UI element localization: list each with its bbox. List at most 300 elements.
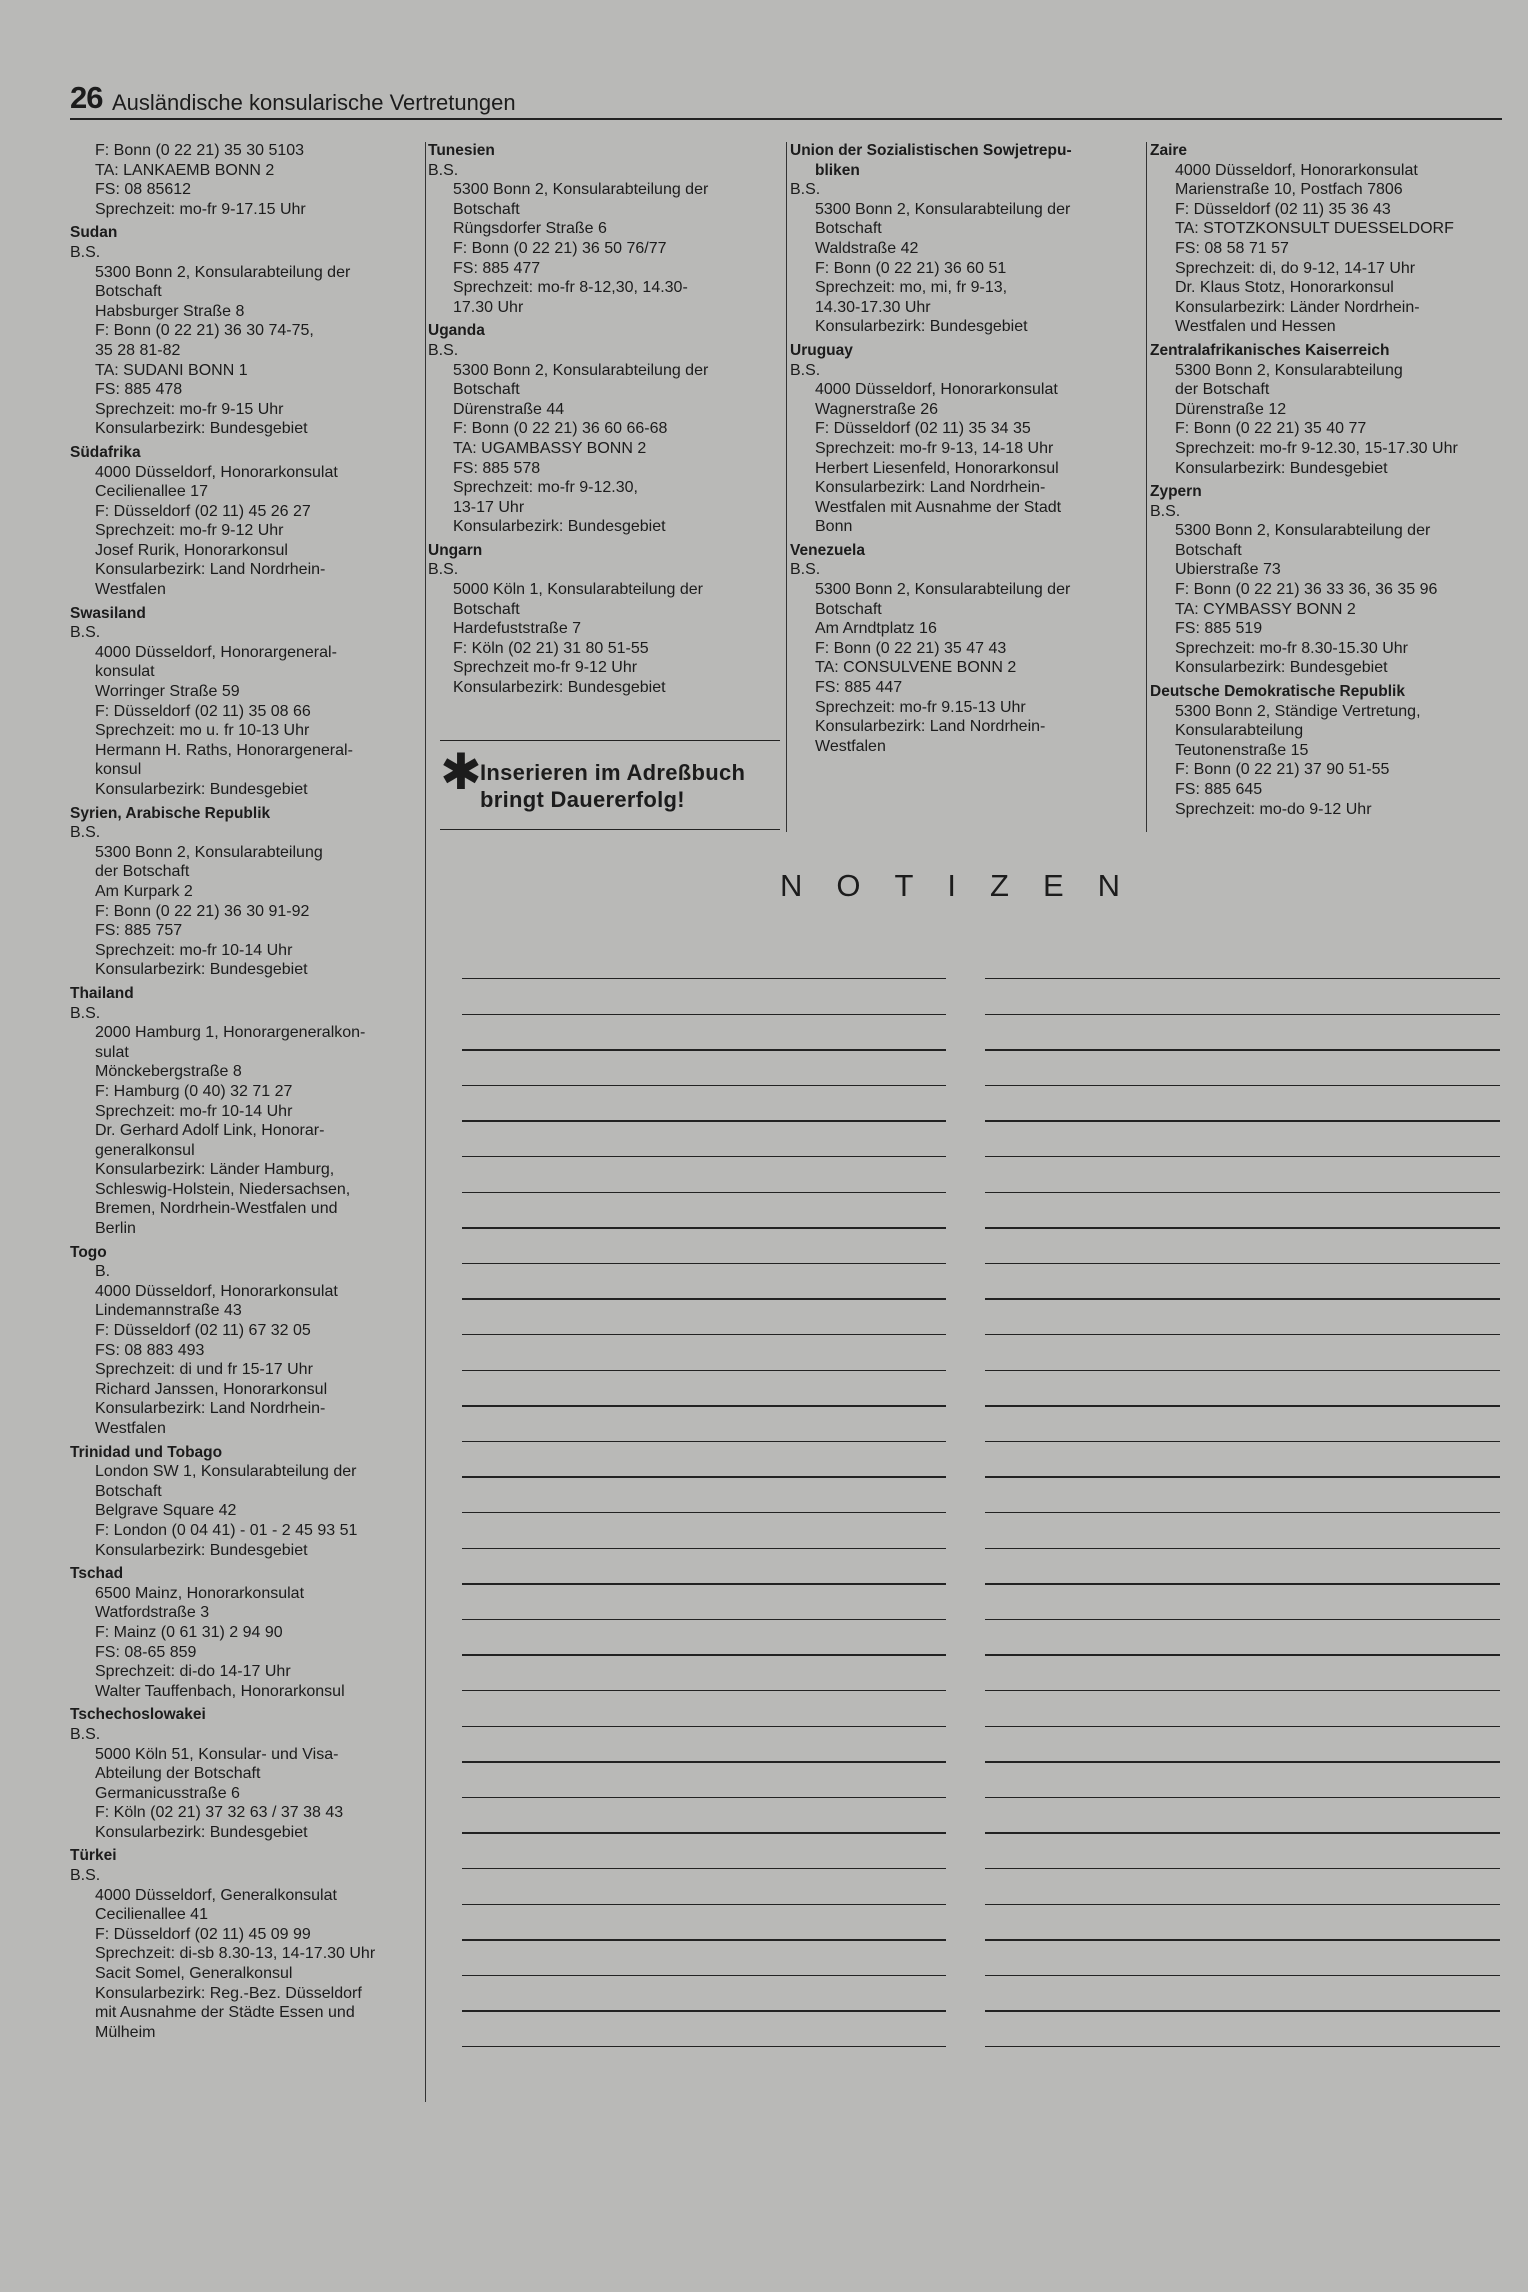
note-line[interactable]: [462, 1334, 946, 1335]
entry-line: F: Düsseldorf (02 11) 35 08 66: [95, 702, 311, 720]
entry-line: TA: LANKAEMB BONN 2: [95, 161, 275, 179]
note-line[interactable]: [985, 1690, 1500, 1691]
entry-line: 5300 Bonn 2, Konsularabteilung der: [453, 181, 709, 199]
entry-line: Richard Janssen, Honorarkonsul: [95, 1380, 328, 1398]
note-line[interactable]: [462, 1156, 946, 1157]
country-name: Trinidad und Tobago: [70, 1443, 223, 1461]
notes-title: NOTIZEN: [780, 868, 1155, 903]
entry-line: Sprechzeit: mo-fr 9.15-13 Uhr: [815, 698, 1026, 716]
country-name: Union der Sozialistischen Sowjetrepu-: [790, 142, 1072, 159]
entry-line: Konsularbezirk: Länder Nordrhein-: [1175, 298, 1420, 316]
entry-line: Dürenstraße 44: [453, 400, 565, 418]
entry-line: Dr. Gerhard Adolf Link, Honorar-: [95, 1122, 325, 1140]
entry-line: B.S.: [70, 1867, 101, 1885]
entry-line: TA: CONSULVENE BONN 2: [815, 659, 1017, 677]
directory-entry: [428, 541, 784, 698]
entry-details: [70, 1584, 430, 1702]
note-line[interactable]: [985, 1904, 1500, 1905]
note-line[interactable]: [985, 1654, 1500, 1655]
entry-line: TA: SUDANI BONN 1: [95, 361, 248, 379]
entry-line: Konsularbezirk: Bundesgebiet: [453, 679, 666, 697]
entry-line: Sprechzeit: di-do 14-17 Uhr: [95, 1663, 291, 1681]
note-line[interactable]: [985, 1263, 1500, 1264]
entry-line: Westfalen: [815, 737, 886, 755]
entry-line: 4000 Düsseldorf, Honorarkonsulat: [1175, 161, 1418, 179]
country-name: Venezuela: [790, 541, 865, 559]
note-line[interactable]: [462, 1476, 946, 1477]
entry-line: Sprechzeit: mo-do 9-12 Uhr: [1175, 800, 1372, 818]
country-name: Tschechoslowakei: [70, 1706, 206, 1724]
entry-details: [790, 560, 1150, 756]
note-line[interactable]: [985, 1761, 1500, 1762]
entry-line: der Botschaft: [95, 863, 190, 881]
entry-line: F: Düsseldorf (02 11) 35 34 35: [815, 420, 1031, 438]
directory-entry: [70, 984, 430, 1239]
note-line[interactable]: [462, 1405, 946, 1406]
entry-details: [428, 341, 784, 537]
entry-line: 5300 Bonn 2, Konsularabteilung der: [453, 361, 709, 379]
note-line[interactable]: [985, 1548, 1500, 1549]
entry-line: Cecilienallee 41: [95, 1906, 208, 1924]
entry-line: Ubierstraße 73: [1175, 561, 1281, 579]
entry-line: Westfalen und Hessen: [1175, 318, 1336, 336]
entry-line: Sacit Somel, Generalkonsul: [95, 1965, 293, 1983]
note-line[interactable]: [985, 2010, 1500, 2011]
entry-line: Dürenstraße 12: [1175, 400, 1287, 418]
country-name: Sudan: [70, 224, 118, 242]
entry-line: FS: 885 757: [95, 922, 183, 940]
note-line[interactable]: [985, 1476, 1500, 1477]
entry-line: Konsularbezirk: Bundesgebiet: [95, 1541, 308, 1559]
entry-line: F: Düsseldorf (02 11) 67 32 05: [95, 1322, 311, 1340]
entry-line: B.S.: [790, 561, 821, 579]
note-line[interactable]: [985, 978, 1500, 979]
entry-line: Sprechzeit: mo-fr 9-12 Uhr: [95, 522, 284, 540]
advertisement-box: [440, 740, 780, 830]
page-number: 26: [70, 80, 103, 115]
entry-line: Botschaft: [95, 1482, 162, 1500]
note-line[interactable]: [462, 1832, 946, 1833]
directory-entry: [790, 341, 1150, 537]
directory-column-2: [428, 141, 784, 702]
country-name: Togo: [70, 1243, 107, 1261]
entry-details: [70, 1004, 430, 1239]
entry-line: Sprechzeit: di und fr 15-17 Uhr: [95, 1361, 313, 1379]
entry-line: F: Mainz (0 61 31) 2 94 90: [95, 1623, 283, 1641]
entry-details: [428, 560, 784, 697]
entry-line: Sprechzeit: mo-fr 10-14 Uhr: [95, 1102, 293, 1120]
directory-entry: [70, 1443, 430, 1561]
entry-line: 4000 Düsseldorf, Generalkonsulat: [95, 1886, 337, 1904]
country-name: Uganda: [428, 322, 485, 340]
directory-entry: [70, 1846, 430, 2042]
entry-line: B.: [95, 1263, 111, 1281]
note-line[interactable]: [985, 1370, 1500, 1371]
entry-line: FS: 08 883 493: [95, 1341, 205, 1359]
note-line[interactable]: [985, 1120, 1500, 1121]
entry-line: Sprechzeit: mo-fr 9-12.30,: [453, 479, 638, 497]
entry-line: Josef Rurik, Honorarkonsul: [95, 541, 288, 559]
entry-line: Konsularabteilung: [1175, 722, 1304, 740]
note-line[interactable]: [462, 2010, 946, 2011]
entry-details: [70, 1262, 430, 1438]
entry-line: F: Bonn (0 22 21) 37 90 51-55: [1175, 761, 1390, 779]
entry-line: Cecilienallee 17: [95, 483, 208, 501]
entry-details: [70, 823, 430, 980]
entry-line: F: London (0 04 41) - 01 - 2 45 93 51: [95, 1521, 358, 1539]
note-line[interactable]: [462, 1939, 946, 1940]
entry-details: [70, 623, 430, 799]
entry-line: TA: STOTZKONSULT DUESSELDORF: [1175, 220, 1454, 238]
entry-line: 5300 Bonn 2, Ständige Vertretung,: [1175, 702, 1421, 720]
entry-line: 13-17 Uhr: [453, 498, 525, 516]
note-line[interactable]: [985, 1868, 1500, 1869]
entry-line: sulat: [95, 1043, 129, 1061]
entry-line: Berlin: [95, 1220, 136, 1238]
entry-line: B.S.: [1150, 502, 1181, 520]
entry-line: Konsularbezirk: Land Nordrhein-: [95, 1400, 326, 1418]
directory-entry: [70, 604, 430, 800]
entry-details: [1150, 702, 1520, 820]
entry-line: Sprechzeit: mo-fr 9-17.15 Uhr: [95, 200, 306, 218]
directory-entry: [70, 804, 430, 980]
note-line[interactable]: [462, 1512, 946, 1513]
entry-line: F: Düsseldorf (02 11) 45 26 27: [95, 502, 311, 520]
entry-line: Konsularbezirk: Land Nordrhein-: [815, 479, 1046, 497]
entry-line: Konsularbezirk: Bundesgebiet: [95, 420, 308, 438]
entry-line: B.S.: [428, 341, 459, 359]
country-name: Uruguay: [790, 341, 853, 359]
entry-line: F: Bonn (0 22 21) 35 30 5103: [95, 142, 305, 159]
entry-line: Mönckebergstraße 8: [95, 1063, 242, 1081]
entry-line: 5300 Bonn 2, Konsularabteilung der: [815, 200, 1071, 218]
note-line[interactable]: [462, 1014, 946, 1015]
entry-line: Sprechzeit: mo, mi, fr 9-13,: [815, 279, 1008, 297]
entry-line: 4000 Düsseldorf, Honorarkonsulat: [95, 463, 338, 481]
entry-line: Lindemannstraße 43: [95, 1302, 242, 1320]
entry-line: Sprechzeit: di-sb 8.30-13, 14-17.30 Uhr: [95, 1945, 376, 1963]
entry-line: Konsularbezirk: Länder Hamburg,: [95, 1161, 335, 1179]
entry-line: Walter Tauffenbach, Honorarkonsul: [95, 1682, 345, 1700]
entry-line: FS: 08 85612: [95, 181, 192, 199]
entry-line: Sprechzeit: di, do 9-12, 14-17 Uhr: [1175, 259, 1416, 277]
entry-line: Bonn: [815, 518, 853, 536]
entry-line: Westfalen mit Ausnahme der Stadt: [815, 498, 1062, 516]
entry-line: TA: CYMBASSY BONN 2: [1175, 600, 1356, 618]
entry-line: FS: 08-65 859: [95, 1643, 197, 1661]
entry-line: Mülheim: [95, 2023, 156, 2041]
note-line[interactable]: [462, 1726, 946, 1727]
entry-line: Sprechzeit: mo-fr 9-15 Uhr: [95, 400, 284, 418]
entry-details: [70, 1462, 430, 1560]
directory-entry: [790, 541, 1150, 757]
entry-line: Botschaft: [453, 600, 520, 618]
page-heading: Ausländische konsularische Vertretungen: [112, 90, 516, 115]
entry-line: F: Bonn (0 22 21) 36 50 76/77: [453, 239, 667, 257]
country-name: Deutsche Demokratische Republik: [1150, 683, 1405, 701]
entry-line: Waldstraße 42: [815, 239, 919, 257]
directory-entry: [1150, 482, 1520, 678]
entry-line: F: Düsseldorf (02 11) 35 36 43: [1175, 200, 1391, 218]
entry-line: 17.30 Uhr: [453, 298, 524, 316]
directory-entry: [428, 141, 784, 317]
entry-line: Konsularbezirk: Bundesgebiet: [815, 318, 1028, 336]
country-name: Zentralafrikanisches Kaiserreich: [1150, 341, 1390, 359]
note-line[interactable]: [985, 1975, 1500, 1976]
note-line[interactable]: [985, 1227, 1500, 1228]
note-line[interactable]: [462, 1120, 946, 1121]
note-line[interactable]: [985, 1405, 1500, 1406]
entry-line: FS: 885 645: [1175, 781, 1263, 798]
entry-line: Hermann H. Raths, Honorargeneral-: [95, 741, 353, 759]
entry-line: 5300 Bonn 2, Konsularabteilung: [1175, 361, 1403, 379]
entry-line: 6500 Mainz, Honorarkonsulat: [95, 1584, 305, 1602]
note-line[interactable]: [462, 1904, 946, 1905]
note-line[interactable]: [462, 1619, 946, 1620]
entry-line: FS: 885 447: [815, 679, 903, 697]
entry-details: [70, 243, 430, 439]
entry-line: FS: 885 477: [453, 259, 541, 277]
asterisk-icon: ✱: [440, 744, 482, 800]
note-line[interactable]: [985, 1298, 1500, 1299]
directory-entry: [70, 443, 430, 600]
note-line[interactable]: [985, 2046, 1500, 2047]
entry-line: konsul: [95, 761, 142, 779]
entry-line: 35 28 81-82: [95, 341, 181, 359]
country-name-continued: bliken: [815, 161, 860, 179]
note-line[interactable]: [985, 1939, 1500, 1940]
entry-line: London SW 1, Konsularabteilung der: [95, 1463, 357, 1481]
column-divider: [425, 142, 426, 2102]
note-line[interactable]: [985, 1441, 1500, 1442]
entry-line: Konsularbezirk: Land Nordrhein-: [815, 718, 1046, 736]
directory-entry: [428, 321, 784, 537]
entry-line: FS: 08 58 71 57: [1175, 239, 1289, 257]
country-name: Tunesien: [428, 142, 495, 159]
directory-entry: [790, 141, 1150, 337]
entry-line: FS: 885 478: [95, 381, 183, 399]
entry-line: Botschaft: [815, 600, 882, 618]
entry-line: Habsburger Straße 8: [95, 302, 245, 320]
note-line[interactable]: [985, 1334, 1500, 1335]
entry-line: F: Köln (02 21) 37 32 63 / 37 38 43: [95, 1804, 344, 1822]
entry-line: mit Ausnahme der Städte Essen und: [95, 2004, 355, 2022]
note-line[interactable]: [462, 1441, 946, 1442]
entry-line: B.S.: [70, 824, 101, 842]
entry-line: 4000 Düsseldorf, Honorargeneral-: [95, 643, 337, 661]
entry-line: B.S.: [70, 1004, 101, 1022]
entry-line: Wagnerstraße 26: [815, 400, 939, 418]
entry-line: 5000 Köln 51, Konsular- und Visa-: [95, 1745, 339, 1763]
entry-line: der Botschaft: [1175, 381, 1270, 399]
entry-line: Konsularbezirk: Land Nordrhein-: [95, 561, 326, 579]
country-name: Tschad: [70, 1565, 124, 1583]
note-line[interactable]: [462, 1761, 946, 1762]
entry-line: Botschaft: [453, 381, 520, 399]
entry-line: Westfalen: [95, 581, 166, 599]
entry-line: Germanicusstraße 6: [95, 1784, 240, 1802]
entry-line: 5300 Bonn 2, Konsularabteilung: [95, 843, 323, 861]
note-line[interactable]: [462, 2046, 946, 2047]
entry-line: Herbert Liesenfeld, Honorarkonsul: [815, 459, 1059, 477]
entry-line: Konsularbezirk: Reg.-Bez. Düsseldorf: [95, 1984, 362, 2002]
entry-line: Konsularbezirk: Bundesgebiet: [95, 1823, 308, 1841]
note-line[interactable]: [985, 1049, 1500, 1050]
note-line[interactable]: [462, 1654, 946, 1655]
entry-line: FS: 885 578: [453, 459, 541, 477]
country-name: Syrien, Arabische Republik: [70, 804, 271, 822]
entry-details: [1150, 502, 1520, 678]
entry-line: 4000 Düsseldorf, Honorarkonsulat: [95, 1282, 338, 1300]
directory-column-4: [1150, 141, 1520, 823]
entry-details: [428, 161, 784, 318]
entry-line: 4000 Düsseldorf, Honorarkonsulat: [815, 381, 1058, 399]
directory-entry: [70, 141, 430, 219]
entry-line: B.S.: [428, 161, 459, 179]
entry-line: Sprechzeit: mo-fr 10-14 Uhr: [95, 941, 293, 959]
entry-line: Am Kurpark 2: [95, 882, 193, 900]
entry-line: 5300 Bonn 2, Konsularabteilung der: [95, 263, 351, 281]
entry-line: Botschaft: [1175, 541, 1242, 559]
entry-line: F: Bonn (0 22 21) 36 33 36, 36 35 96: [1175, 581, 1438, 599]
country-name: Zypern: [1150, 483, 1202, 501]
note-line[interactable]: [985, 1832, 1500, 1833]
note-line[interactable]: [462, 1690, 946, 1691]
entry-line: Konsularbezirk: Bundesgebiet: [1175, 459, 1388, 477]
note-line[interactable]: [462, 1192, 946, 1193]
page-header: [70, 80, 1502, 120]
entry-line: Hardefuststraße 7: [453, 620, 582, 638]
entry-line: Konsularbezirk: Bundesgebiet: [95, 961, 308, 979]
note-line[interactable]: [985, 1619, 1500, 1620]
note-line[interactable]: [462, 1263, 946, 1264]
entry-line: Abteilung der Botschaft: [95, 1765, 261, 1783]
note-line[interactable]: [985, 1726, 1500, 1727]
entry-line: B.S.: [428, 561, 459, 579]
directory-entry: [70, 1705, 430, 1842]
entry-line: F: Köln (02 21) 31 80 51-55: [453, 639, 649, 657]
note-line[interactable]: [985, 1014, 1500, 1015]
entry-line: Am Arndtplatz 16: [815, 620, 937, 638]
note-line[interactable]: [462, 1085, 946, 1086]
entry-line: F: Bonn (0 22 21) 36 30 74-75,: [95, 322, 314, 340]
country-name: Türkei: [70, 1847, 117, 1865]
column-divider: [1146, 142, 1147, 832]
note-line[interactable]: [462, 1583, 946, 1584]
entry-line: F: Bonn (0 22 21) 35 40 77: [1175, 420, 1367, 438]
entry-line: B.S.: [70, 243, 101, 261]
entry-line: Botschaft: [95, 283, 162, 301]
entry-line: Bremen, Nordrhein-Westfalen und: [95, 1200, 338, 1218]
note-line[interactable]: [462, 978, 946, 979]
entry-line: 5300 Bonn 2, Konsularabteilung der: [1175, 522, 1431, 540]
entry-line: Konsularbezirk: Bundesgebiet: [453, 518, 666, 536]
directory-entry: [70, 1564, 430, 1701]
note-line[interactable]: [462, 1548, 946, 1549]
entry-line: Sprechzeit: mo-fr 9-13, 14-18 Uhr: [815, 439, 1054, 457]
entry-line: Botschaft: [815, 220, 882, 238]
entry-line: B.S.: [70, 624, 101, 642]
country-name: Zaire: [1150, 142, 1188, 159]
entry-line: 2000 Hamburg 1, Honorargeneralkon-: [95, 1024, 366, 1042]
entry-line: Sprechzeit: mo-fr 8.30-15.30 Uhr: [1175, 639, 1408, 657]
directory-entry: [1150, 141, 1520, 337]
advertisement-line-1: Inserieren im Adreßbuch: [480, 760, 746, 785]
entry-line: F: Bonn (0 22 21) 36 30 91-92: [95, 902, 310, 920]
entry-line: F: Hamburg (0 40) 32 71 27: [95, 1082, 293, 1100]
note-line[interactable]: [462, 1370, 946, 1371]
note-line[interactable]: [985, 1085, 1500, 1086]
entry-line: F: Bonn (0 22 21) 35 47 43: [815, 639, 1007, 657]
entry-line: Konsularbezirk: Bundesgebiet: [1175, 659, 1388, 677]
entry-details: [1150, 361, 1520, 479]
entry-line: Rüngsdorfer Straße 6: [453, 220, 607, 238]
advertisement-text: [480, 759, 745, 813]
note-line[interactable]: [985, 1192, 1500, 1193]
country-name: Südafrika: [70, 443, 141, 461]
directory-entry: [1150, 682, 1520, 819]
entry-line: F: Bonn (0 22 21) 36 60 51: [815, 259, 1007, 277]
country-name: Ungarn: [428, 541, 483, 559]
entry-line: Sprechzeit: mo-fr 8-12,30, 14.30-: [453, 279, 688, 297]
column-divider: [786, 142, 787, 832]
entry-line: 5000 Köln 1, Konsularabteilung der: [453, 581, 703, 599]
note-line[interactable]: [462, 1868, 946, 1869]
entry-line: Dr. Klaus Stotz, Honorarkonsul: [1175, 279, 1394, 297]
country-name: Thailand: [70, 984, 134, 1002]
entry-line: Botschaft: [453, 200, 520, 218]
note-line[interactable]: [462, 1797, 946, 1798]
entry-line: Sprechzeit: mo-fr 9-12.30, 15-17.30 Uhr: [1175, 439, 1458, 457]
entry-line: FS: 885 519: [1175, 620, 1263, 638]
entry-line: Schleswig-Holstein, Niedersachsen,: [95, 1180, 351, 1198]
note-line[interactable]: [985, 1797, 1500, 1798]
directory-entry: [70, 223, 430, 439]
note-line[interactable]: [462, 1298, 946, 1299]
entry-details: [790, 361, 1150, 537]
entry-line: F: Bonn (0 22 21) 36 60 66-68: [453, 420, 668, 438]
directory-column-3: [790, 141, 1150, 760]
entry-details: [70, 1725, 430, 1843]
entry-line: Teutonenstraße 15: [1175, 741, 1309, 759]
entry-line: 5300 Bonn 2, Konsularabteilung der: [815, 581, 1071, 599]
note-line[interactable]: [462, 1975, 946, 1976]
note-line[interactable]: [985, 1512, 1500, 1513]
entry-line: B.S.: [70, 1725, 101, 1743]
entry-line: Sprechzeit: mo u. fr 10-13 Uhr: [95, 722, 310, 740]
entry-line: Marienstraße 10, Postfach 7806: [1175, 181, 1403, 199]
note-line[interactable]: [985, 1156, 1500, 1157]
note-line[interactable]: [462, 1227, 946, 1228]
entry-line: Konsularbezirk: Bundesgebiet: [95, 781, 308, 798]
directory-entry: [1150, 341, 1520, 478]
entry-line: Worringer Straße 59: [95, 683, 240, 701]
entry-details: [70, 1866, 430, 2042]
directory-column-1: [70, 141, 430, 2046]
entry-details: [1150, 161, 1520, 337]
entry-line: TA: UGAMBASSY BONN 2: [453, 439, 647, 457]
entry-line: B.S.: [790, 361, 821, 379]
entry-line: Belgrave Square 42: [95, 1502, 237, 1520]
entry-line: 14.30-17.30 Uhr: [815, 298, 931, 316]
note-line[interactable]: [985, 1583, 1500, 1584]
entry-details: [70, 463, 430, 600]
directory-entry: [70, 1243, 430, 1439]
entry-line: Sprechzeit mo-fr 9-12 Uhr: [453, 659, 638, 677]
entry-line: konsulat: [95, 663, 155, 681]
entry-line: B.S.: [790, 181, 821, 199]
note-line[interactable]: [462, 1049, 946, 1050]
